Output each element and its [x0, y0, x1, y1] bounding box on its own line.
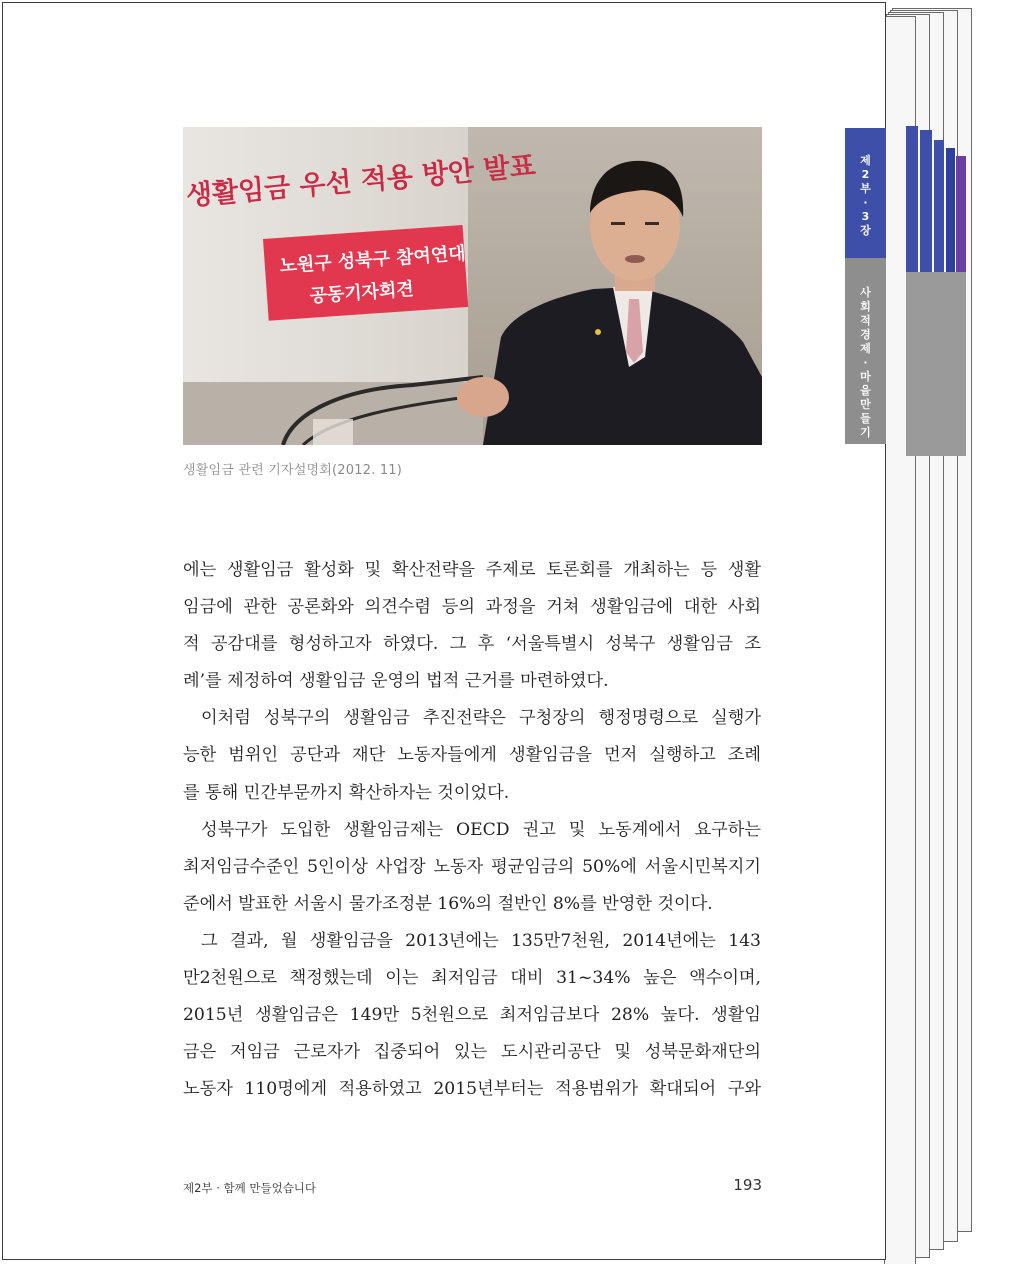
page-number: 193: [733, 1176, 762, 1194]
tab-char: 을: [860, 384, 871, 397]
body-line: 례’를 제정하여 생활임금 운영의 법적 근거를 마련하였다.: [183, 671, 609, 692]
tab-char: 3: [861, 210, 870, 223]
tab-char: 제: [860, 342, 871, 355]
body-line: 성북구가 도입한 생활임금제는 OECD 권고 및 노동계에서 요구하는: [201, 819, 761, 840]
tab-char: 들: [860, 412, 871, 425]
tab-char: ·: [863, 356, 868, 369]
body-text: [183, 552, 761, 1108]
chapter-tab-label: [845, 154, 886, 238]
tab-char: ·: [863, 196, 868, 209]
tab-char: 회: [860, 300, 871, 313]
edge-tab-2: [920, 130, 932, 272]
body-line: 최저임금수준인 5인이상 사업장 노동자 평균임금의 50%에 서울시민복지기: [183, 856, 761, 877]
tab-char: 제: [860, 154, 871, 167]
banner-box-line2: 공동기자회견: [308, 278, 415, 307]
body-line: 노동자 110명에게 적용하였고 2015년부터는 적용범위가 확대되어 구와: [183, 1079, 761, 1100]
edge-tab-4: [946, 148, 955, 274]
tab-char: 부: [860, 182, 871, 195]
tab-char: 기: [860, 426, 871, 439]
body-line: 를 통해 민간부문까지 확산하자는 것이었다.: [183, 782, 510, 803]
body-line: 그 결과, 월 생활임금을 2013년에는 135만7천원, 2014년에는 143: [201, 930, 761, 951]
body-line: 만2천원으로 책정했는데 이는 최저임금 대비 31~34% 높은 액수이며,: [183, 968, 761, 989]
tab-char: 마: [860, 370, 871, 383]
press-conference-photo: [183, 127, 762, 445]
chapter-tab: [845, 128, 886, 258]
photo-illustration: [183, 127, 762, 445]
body-line: 금은 저임금 근로자가 집중되어 있는 도시관리공단 및 성북문화재단의: [183, 1042, 761, 1063]
tab-char: 만: [860, 398, 871, 411]
body-line: 임금에 관한 공론화와 의견수렴 등의 과정을 거쳐 생활임금에 대한 사회: [183, 597, 761, 618]
tab-char: 적: [860, 314, 871, 327]
section-title-tab-label: [845, 286, 886, 440]
edge-tab-grey: [906, 272, 966, 456]
body-line: 적 공감대를 형성하고자 하였다. 그 후 ‘서울특별시 성북구 생활임금 조: [183, 634, 761, 655]
tab-char: 2: [861, 168, 870, 181]
tab-char: 경: [860, 328, 871, 341]
edge-tab-3: [934, 140, 944, 274]
edge-tab-1: [906, 126, 918, 272]
tab-char: 장: [860, 224, 871, 237]
body-line: 준에서 발표한 서울시 물가조정분 16%의 절반인 8%를 반영한 것이다.: [183, 893, 713, 914]
running-footer: 제2부 · 함께 만들었습니다: [183, 1181, 317, 1195]
edge-tab-5: [956, 156, 966, 276]
banner-box-line1: 노원구 성북구 참여연대: [278, 243, 467, 277]
photo-caption: 생활임금 관련 기자설명회(2012. 11): [183, 463, 403, 478]
tab-char: 사: [860, 286, 871, 299]
banner-title: 생활임금 우선 적용 방안 발표: [184, 150, 537, 212]
body-line: 이처럼 성북구의 생활임금 추진전략은 구청장의 행정명령으로 실행가: [201, 708, 761, 729]
body-line: 능한 범위인 공단과 재단 노동자들에게 생활임금을 먼저 실행하고 조례: [183, 745, 761, 766]
body-line: 2015년 생활임금은 149만 5천원으로 최저임금보다 28% 높다. 생활임: [183, 1005, 761, 1026]
body-line: 에는 생활임금 활성화 및 확산전략을 주제로 토론회를 개최하는 등 생활: [183, 560, 761, 580]
section-title-tab: [845, 258, 886, 444]
